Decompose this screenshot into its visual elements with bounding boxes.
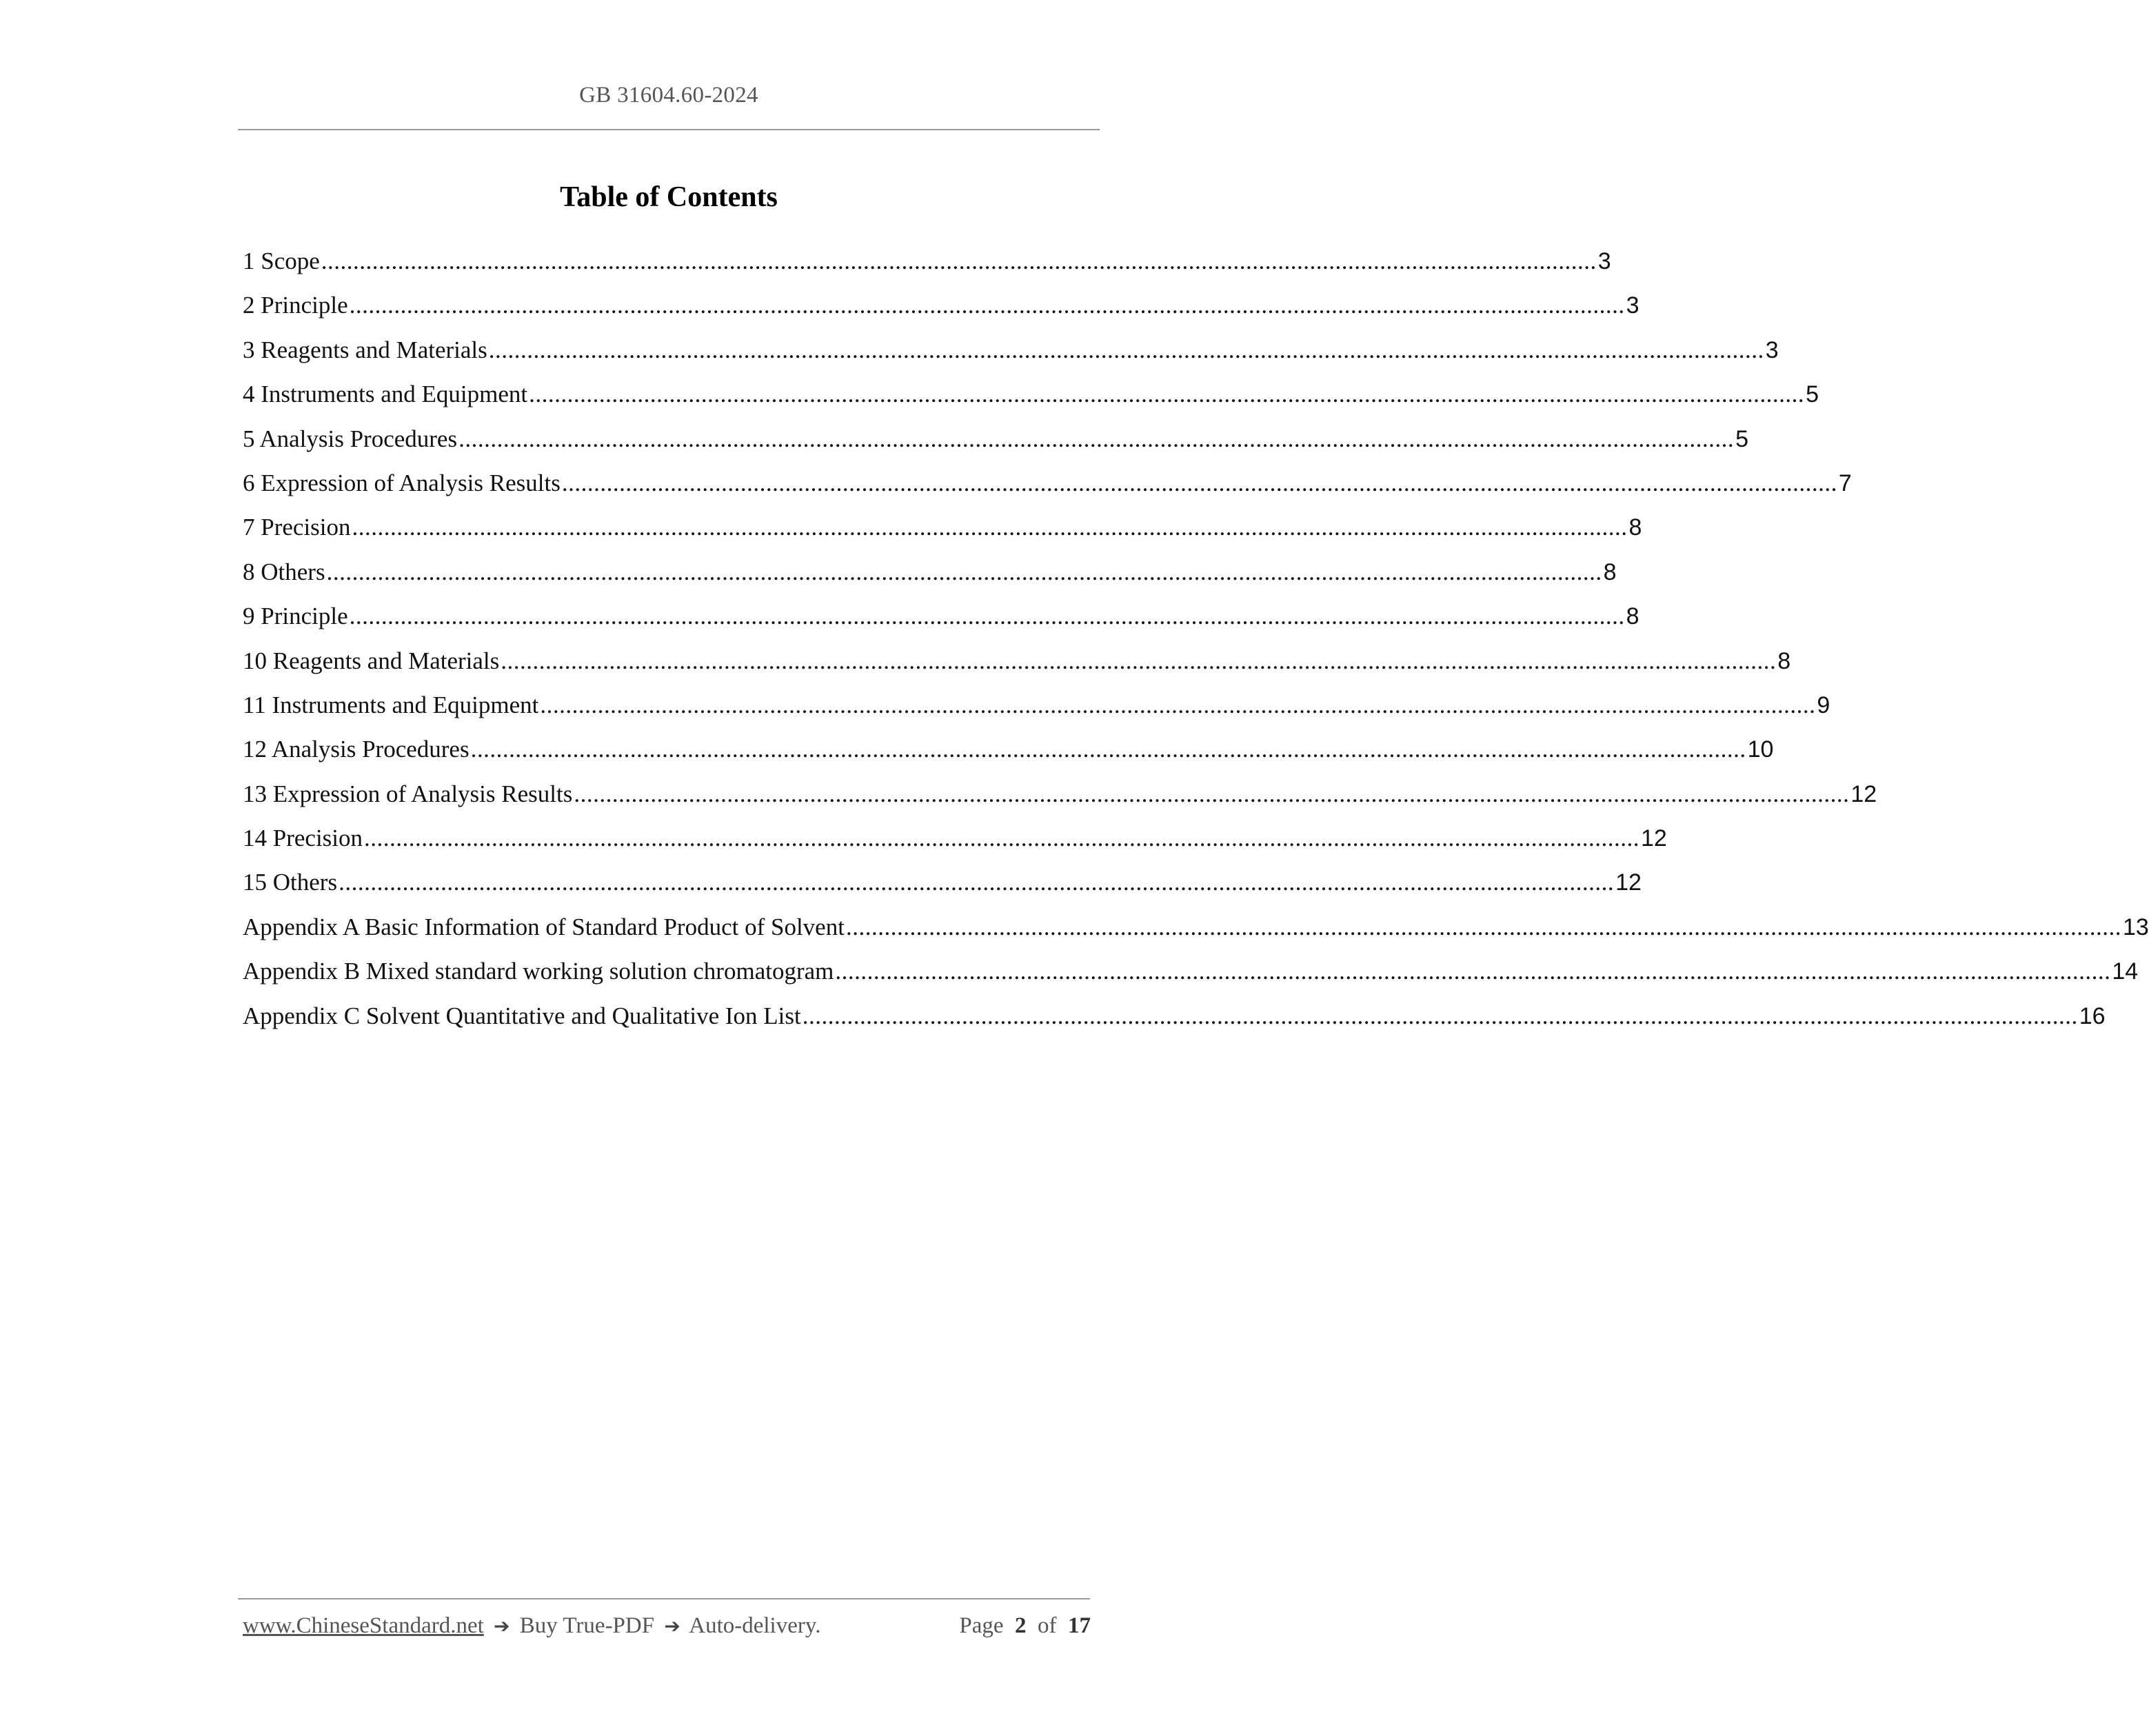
running-header: GB 31604.60-2024 (579, 83, 758, 108)
total-pages-number: 17 (1068, 1613, 1091, 1638)
toc-entry[interactable] (243, 777, 1877, 821)
toc-dot-leader: ........................................................................................................................................................................................................ (835, 958, 2111, 985)
toc-dot-leader: ........................................................................................................................................................................................................ (349, 603, 1625, 630)
toc-entry-page-number: 13 (2122, 914, 2149, 940)
toc-dot-leader: ........................................................................................................................................................................................................ (349, 292, 1625, 319)
of-word: of (1038, 1613, 1057, 1638)
auto-delivery-text: Auto-delivery. (689, 1613, 821, 1638)
toc-entry[interactable] (243, 333, 1779, 377)
toc-entry-page-number: 14 (2112, 958, 2139, 985)
toc-dot-leader: ........................................................................................................................................................................................................ (339, 869, 1615, 896)
page-title: Table of Contents (560, 181, 778, 213)
toc-entry-page-number: 8 (1603, 558, 1617, 585)
toc-dot-leader: ........................................................................................................................................................................................................ (321, 248, 1597, 274)
toc-entry-label: 15 Others (243, 869, 338, 896)
toc-entry[interactable] (243, 510, 1642, 554)
page-indicator (959, 1613, 1091, 1639)
toc-dot-leader: ........................................................................................................................................................................................................ (540, 691, 1816, 718)
toc-entry[interactable] (243, 954, 2139, 998)
toc-dot-leader: ........................................................................................................................................................................................................ (802, 1002, 2078, 1029)
right-arrow-icon: ➔ (494, 1615, 510, 1637)
toc-entry-label: 2 Principle (243, 292, 348, 319)
toc-entry-page-number: 8 (1628, 514, 1642, 541)
toc-entry-label: 5 Analysis Procedures (243, 425, 458, 452)
toc-dot-leader: ........................................................................................................................................................................................................ (326, 558, 1602, 585)
toc-entry[interactable] (243, 599, 1640, 643)
toc-entry[interactable] (243, 288, 1640, 332)
toc-entry-page-number: 8 (1777, 647, 1791, 674)
right-arrow-icon: ➔ (664, 1615, 680, 1637)
toc-dot-leader: ........................................................................................................................................................................................................ (574, 780, 1850, 807)
toc-entry[interactable] (243, 865, 1642, 909)
toc-entry-page-number: 12 (1615, 869, 1642, 896)
toc-entry-page-number: 16 (2079, 1002, 2106, 1029)
toc-entry-page-number: 3 (1626, 292, 1640, 319)
toc-entry-page-number: 8 (1626, 603, 1640, 630)
toc-entry-label: 1 Scope (243, 248, 320, 274)
toc-entry-page-number: 7 (1838, 470, 1852, 496)
toc-entry[interactable] (243, 821, 1667, 865)
toc-entry-page-number: 3 (1597, 248, 1611, 274)
toc-entry-label: 11 Instruments and Equipment (243, 691, 539, 718)
toc-entry[interactable] (243, 555, 1617, 599)
toc-dot-leader: ........................................................................................................................................................................................................ (561, 469, 1837, 496)
toc-entry-label: 8 Others (243, 558, 325, 585)
toc-entry-label: 7 Precision (243, 514, 351, 541)
toc-entry[interactable] (243, 688, 1830, 732)
page-word: Page (959, 1613, 1004, 1638)
toc-entry-page-number: 9 (1817, 692, 1830, 718)
toc-entry-label: Appendix C Solvent Quantitative and Qualitative Ion List (243, 1002, 801, 1029)
toc-entry-page-number: 12 (1641, 825, 1667, 852)
toc-entry-label: 9 Principle (243, 603, 348, 630)
toc-entry[interactable] (243, 244, 1611, 288)
buy-true-pdf-text: Buy True-PDF (519, 1613, 655, 1638)
toc-dot-leader: ........................................................................................................................................................................................................ (488, 336, 1764, 363)
toc-entry-label: 12 Analysis Procedures (243, 736, 470, 763)
toc-entry-page-number: 12 (1850, 780, 1877, 807)
page-footer (243, 1613, 1091, 1639)
toc-entry[interactable] (243, 910, 2149, 954)
toc-entry[interactable] (243, 644, 1791, 688)
toc-entry[interactable] (243, 732, 1774, 776)
toc-entry-label: 4 Instruments and Equipment (243, 381, 528, 408)
toc-entry-page-number: 5 (1806, 381, 1819, 408)
footer-promo (243, 1613, 820, 1639)
toc-dot-leader: ........................................................................................................................................................................................................ (501, 647, 1777, 674)
toc-entry[interactable] (243, 377, 1819, 421)
header-divider (238, 129, 1100, 130)
table-of-contents (243, 244, 2149, 1043)
website-link[interactable]: www.ChineseStandard.net (243, 1613, 484, 1638)
toc-entry-label: 6 Expression of Analysis Results (243, 469, 561, 496)
toc-dot-leader: ........................................................................................................................................................................................................ (845, 913, 2121, 940)
toc-entry-label: 10 Reagents and Materials (243, 647, 500, 674)
toc-entry-label: 13 Expression of Analysis Results (243, 780, 573, 807)
toc-entry-page-number: 10 (1747, 736, 1774, 763)
toc-entry-label: Appendix B Mixed standard working solution chromatogram (243, 958, 834, 985)
toc-entry-label: Appendix A Basic Information of Standard Product of Solvent (243, 913, 845, 940)
toc-dot-leader: ........................................................................................................................................................................................................ (458, 425, 1735, 452)
toc-entry[interactable] (243, 466, 1852, 510)
toc-entry-label: 3 Reagents and Materials (243, 336, 487, 363)
toc-entry-page-number: 3 (1765, 336, 1779, 363)
footer-divider (238, 1598, 1090, 1599)
toc-dot-leader: ........................................................................................................................................................................................................ (529, 381, 1805, 408)
toc-entry[interactable] (243, 422, 1748, 466)
toc-entry[interactable] (243, 999, 2106, 1043)
toc-dot-leader: ........................................................................................................................................................................................................ (352, 514, 1628, 541)
toc-dot-leader: ........................................................................................................................................................................................................ (364, 825, 1640, 852)
toc-entry-page-number: 5 (1735, 425, 1748, 452)
toc-entry-label: 14 Precision (243, 825, 363, 852)
current-page-number: 2 (1015, 1613, 1027, 1638)
toc-dot-leader: ........................................................................................................................................................................................................ (470, 736, 1746, 763)
